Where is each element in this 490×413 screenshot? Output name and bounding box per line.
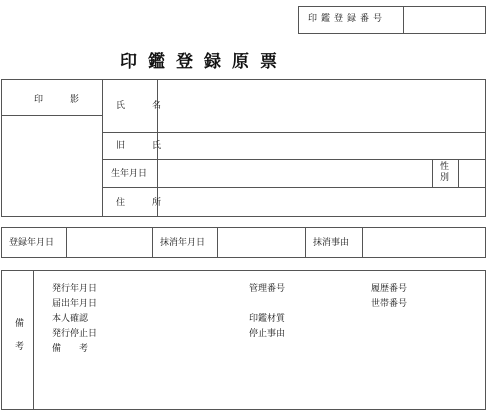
remarks-household-number-label: 世帯番号 xyxy=(371,299,408,309)
seal-impression-label: 印 影 xyxy=(34,95,89,105)
registration-number-divider xyxy=(403,6,404,34)
name-field[interactable] xyxy=(158,80,485,132)
cancellation-reason-label: 抹消事由 xyxy=(313,238,350,248)
page-title: 印鑑登録原票 xyxy=(120,52,288,72)
name-label: 氏 名 xyxy=(116,101,171,111)
remarks-notes-label: 備 考 xyxy=(52,344,89,354)
registration-date-field[interactable] xyxy=(67,228,152,257)
remarks-filing-date-label: 届出年月日 xyxy=(52,299,98,309)
birthdate-label: 生年月日 xyxy=(111,169,148,179)
remarks-issue-date-label: 発行年月日 xyxy=(52,284,98,294)
former-name-label: 旧 氏 xyxy=(116,141,171,151)
dates-divider-4 xyxy=(305,227,306,258)
birthdate-field[interactable] xyxy=(158,160,432,187)
remarks-side-divider xyxy=(33,270,34,410)
former-name-field[interactable] xyxy=(158,133,485,159)
registration-date-label: 登録年月日 xyxy=(9,238,55,248)
remarks-suspension-date-label: 発行停止日 xyxy=(52,329,98,339)
seal-column-divider xyxy=(102,79,103,217)
remarks-management-number-label: 管理番号 xyxy=(249,284,286,294)
remarks-history-number-label: 履歴番号 xyxy=(371,284,408,294)
seal-impression-area[interactable] xyxy=(2,116,101,216)
cancellation-date-label: 抹消年月日 xyxy=(160,238,206,248)
cancellation-reason-field[interactable] xyxy=(363,228,485,257)
remarks-identity-check-label: 本人確認 xyxy=(52,314,89,324)
registration-number-label: 印鑑登録番号 xyxy=(308,14,387,24)
remarks-seal-material-label: 印鑑材質 xyxy=(249,314,286,324)
cancellation-date-field[interactable] xyxy=(218,228,305,257)
sex-label-left-divider xyxy=(432,159,433,187)
sex-field[interactable] xyxy=(459,160,485,187)
address-field[interactable] xyxy=(158,188,485,216)
dates-divider-2 xyxy=(152,227,153,258)
sex-label: 性別 xyxy=(440,162,450,183)
address-label: 住 所 xyxy=(116,198,171,208)
remarks-suspension-reason-label: 停止事由 xyxy=(249,329,286,339)
remarks-side-label: 備考 xyxy=(13,318,23,364)
